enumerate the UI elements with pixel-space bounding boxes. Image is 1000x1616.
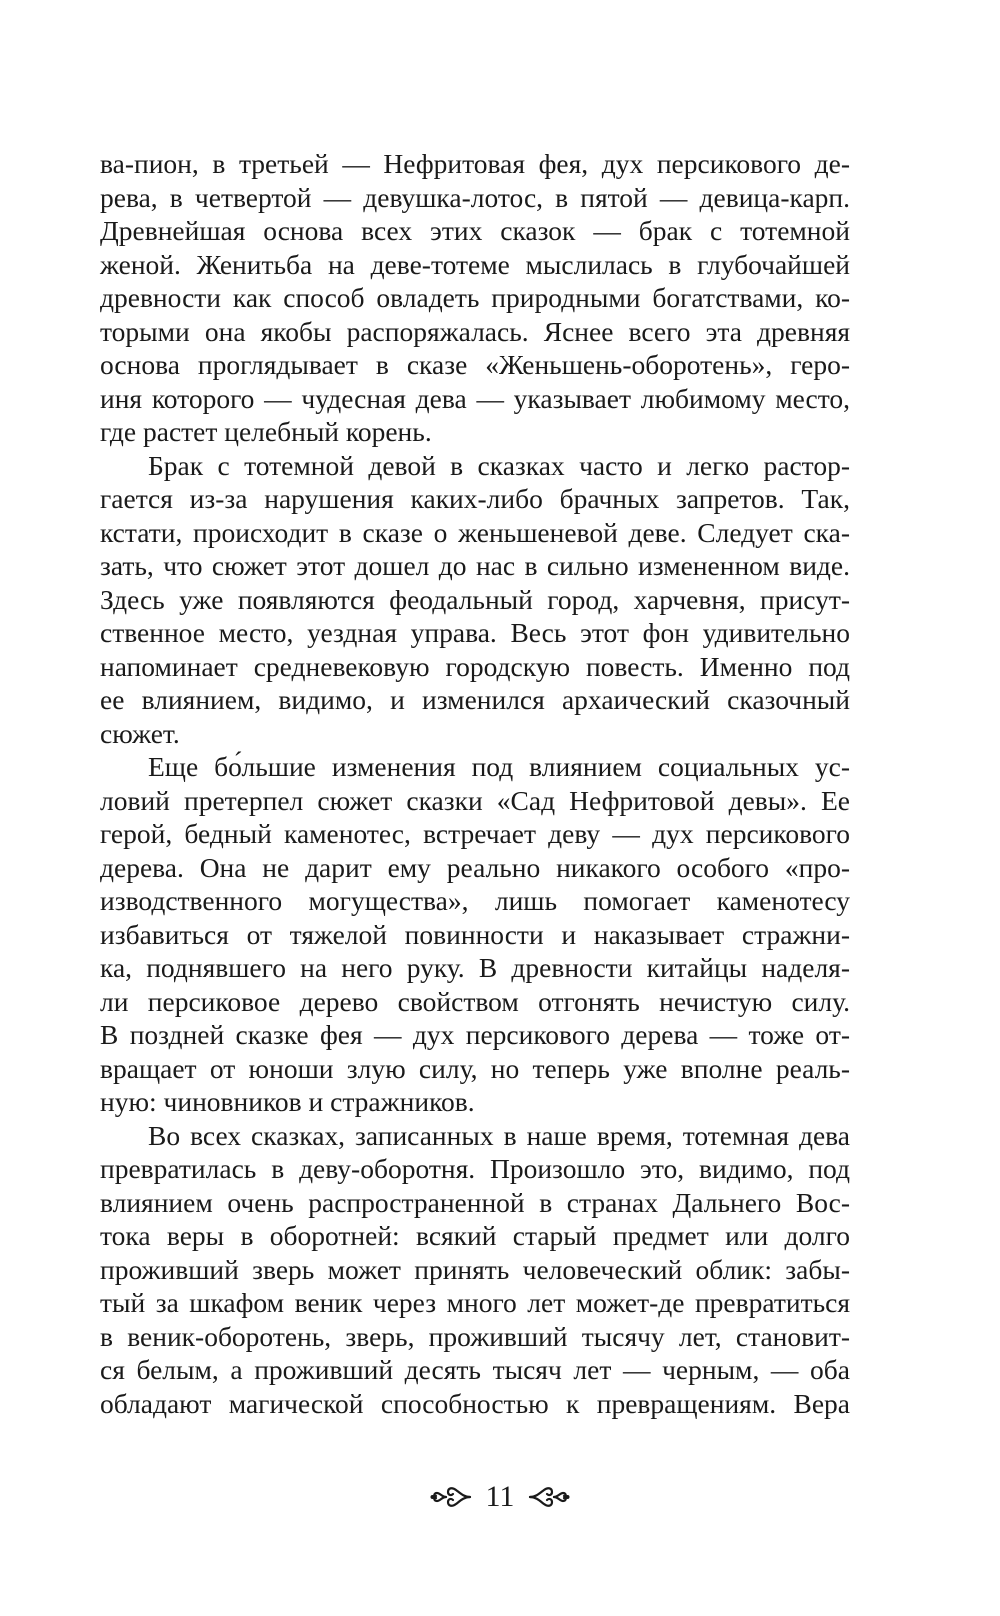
text-line: женой. Женитьба на деве-тотеме мыслилась в глубочайшей	[100, 248, 850, 280]
ornament-right-icon	[528, 1484, 570, 1510]
text-line: обладают магической способностью к превращениям. Вера	[100, 1387, 850, 1419]
text-line: ли персиковое дерево свойством отгонять нечистую силу.	[100, 985, 850, 1017]
text-line: избавиться от тяжелой повинности и наказывает стражни-	[100, 918, 850, 950]
text-line: ся белым, а проживший десять тысяч лет — черным, — оба	[100, 1354, 850, 1385]
text-line: ее влиянием, видимо, и изменился архаический сказочный	[100, 684, 850, 715]
text-line: торыми она якобы распоряжалась. Яснее всего эта древняя	[100, 315, 850, 347]
text-line: ную: чиновников и стражников.	[100, 1086, 475, 1117]
text-line: Древнейшая основа всех этих сказок — брак с тотемной	[100, 215, 850, 246]
paragraph-4	[100, 1119, 850, 1421]
page-text	[100, 147, 850, 1420]
text-line: В поздней сказке фея — дух персикового дерева — тоже от-	[100, 1019, 850, 1050]
text-line: кстати, происходит в сказе о женьшеневой деве. Следует ска-	[100, 516, 850, 548]
text-line: герой, бедный каменотес, встречает деву — дух персикового	[100, 818, 850, 849]
page-number: 11	[485, 1480, 515, 1513]
text-line: проживший зверь может принять человеческий облик: забы-	[100, 1253, 850, 1285]
text-line: напоминает средневековую городскую повесть. Именно под	[100, 650, 850, 682]
page-footer	[0, 1480, 1000, 1514]
text-line: изводственного могущества», лишь помогает каменотесу	[100, 885, 850, 916]
text-line: превратилась в деву-оборотня. Произошло это, видимо, под	[100, 1153, 850, 1184]
paragraph-2	[100, 449, 850, 751]
text-line: Еще бо́льшие изменения под влиянием социальных ус-	[148, 751, 850, 782]
text-line: сюжет.	[100, 717, 180, 749]
text-line: основа проглядывает в сказе «Женьшень-оборотень», геро-	[100, 349, 850, 380]
paragraph-1	[100, 147, 850, 449]
text-line: в веник-оборотень, зверь, проживший тысячу лет, становит-	[100, 1320, 850, 1352]
text-line: Во всех сказках, записанных в наше время, тотемная дева	[148, 1119, 850, 1151]
text-line: влиянием очень распространенной в странах Дальнего Вос-	[100, 1186, 850, 1218]
text-line: ва-пион, в третьей — Нефритовая фея, дух персикового де-	[100, 148, 850, 179]
text-line: тока веры в оборотней: всякий старый предмет или долго	[100, 1220, 850, 1251]
text-line: ственное место, уездная управа. Весь этот фон удивительно	[100, 617, 850, 648]
text-line: гается из-за нарушения каких-либо брачных запретов. Так,	[100, 483, 850, 514]
text-line: древности как способ овладеть природными богатствами, ко-	[100, 282, 850, 313]
text-line: вращает от юноши злую силу, но теперь уже вполне реаль-	[100, 1052, 850, 1084]
text-line: рева, в четвертой — девушка-лотос, в пятой — девица-карп.	[100, 181, 850, 213]
text-line: Здесь уже появляются феодальный город, харчевня, присут-	[100, 583, 850, 615]
ornament-left-icon	[430, 1484, 472, 1510]
text-line: тый за шкафом веник через много лет может-де превратиться	[100, 1287, 850, 1318]
text-line: Брак с тотемной девой в сказках часто и легко растор-	[148, 449, 850, 481]
text-line: зать, что сюжет этот дошел до нас в сильно измененном виде.	[100, 550, 850, 581]
text-line: ка, поднявшего на него руку. В древности китайцы наделя-	[100, 952, 850, 983]
paragraph-3	[100, 750, 850, 1119]
text-line: ловий претерпел сюжет сказки «Сад Нефритовой девы». Ее	[100, 784, 850, 816]
text-line: дерева. Она не дарит ему реально никакого особого «про-	[100, 851, 850, 883]
text-line: иня которого — чудесная дева — указывает любимому место,	[100, 382, 850, 414]
text-line: где растет целебный корень.	[100, 416, 432, 447]
